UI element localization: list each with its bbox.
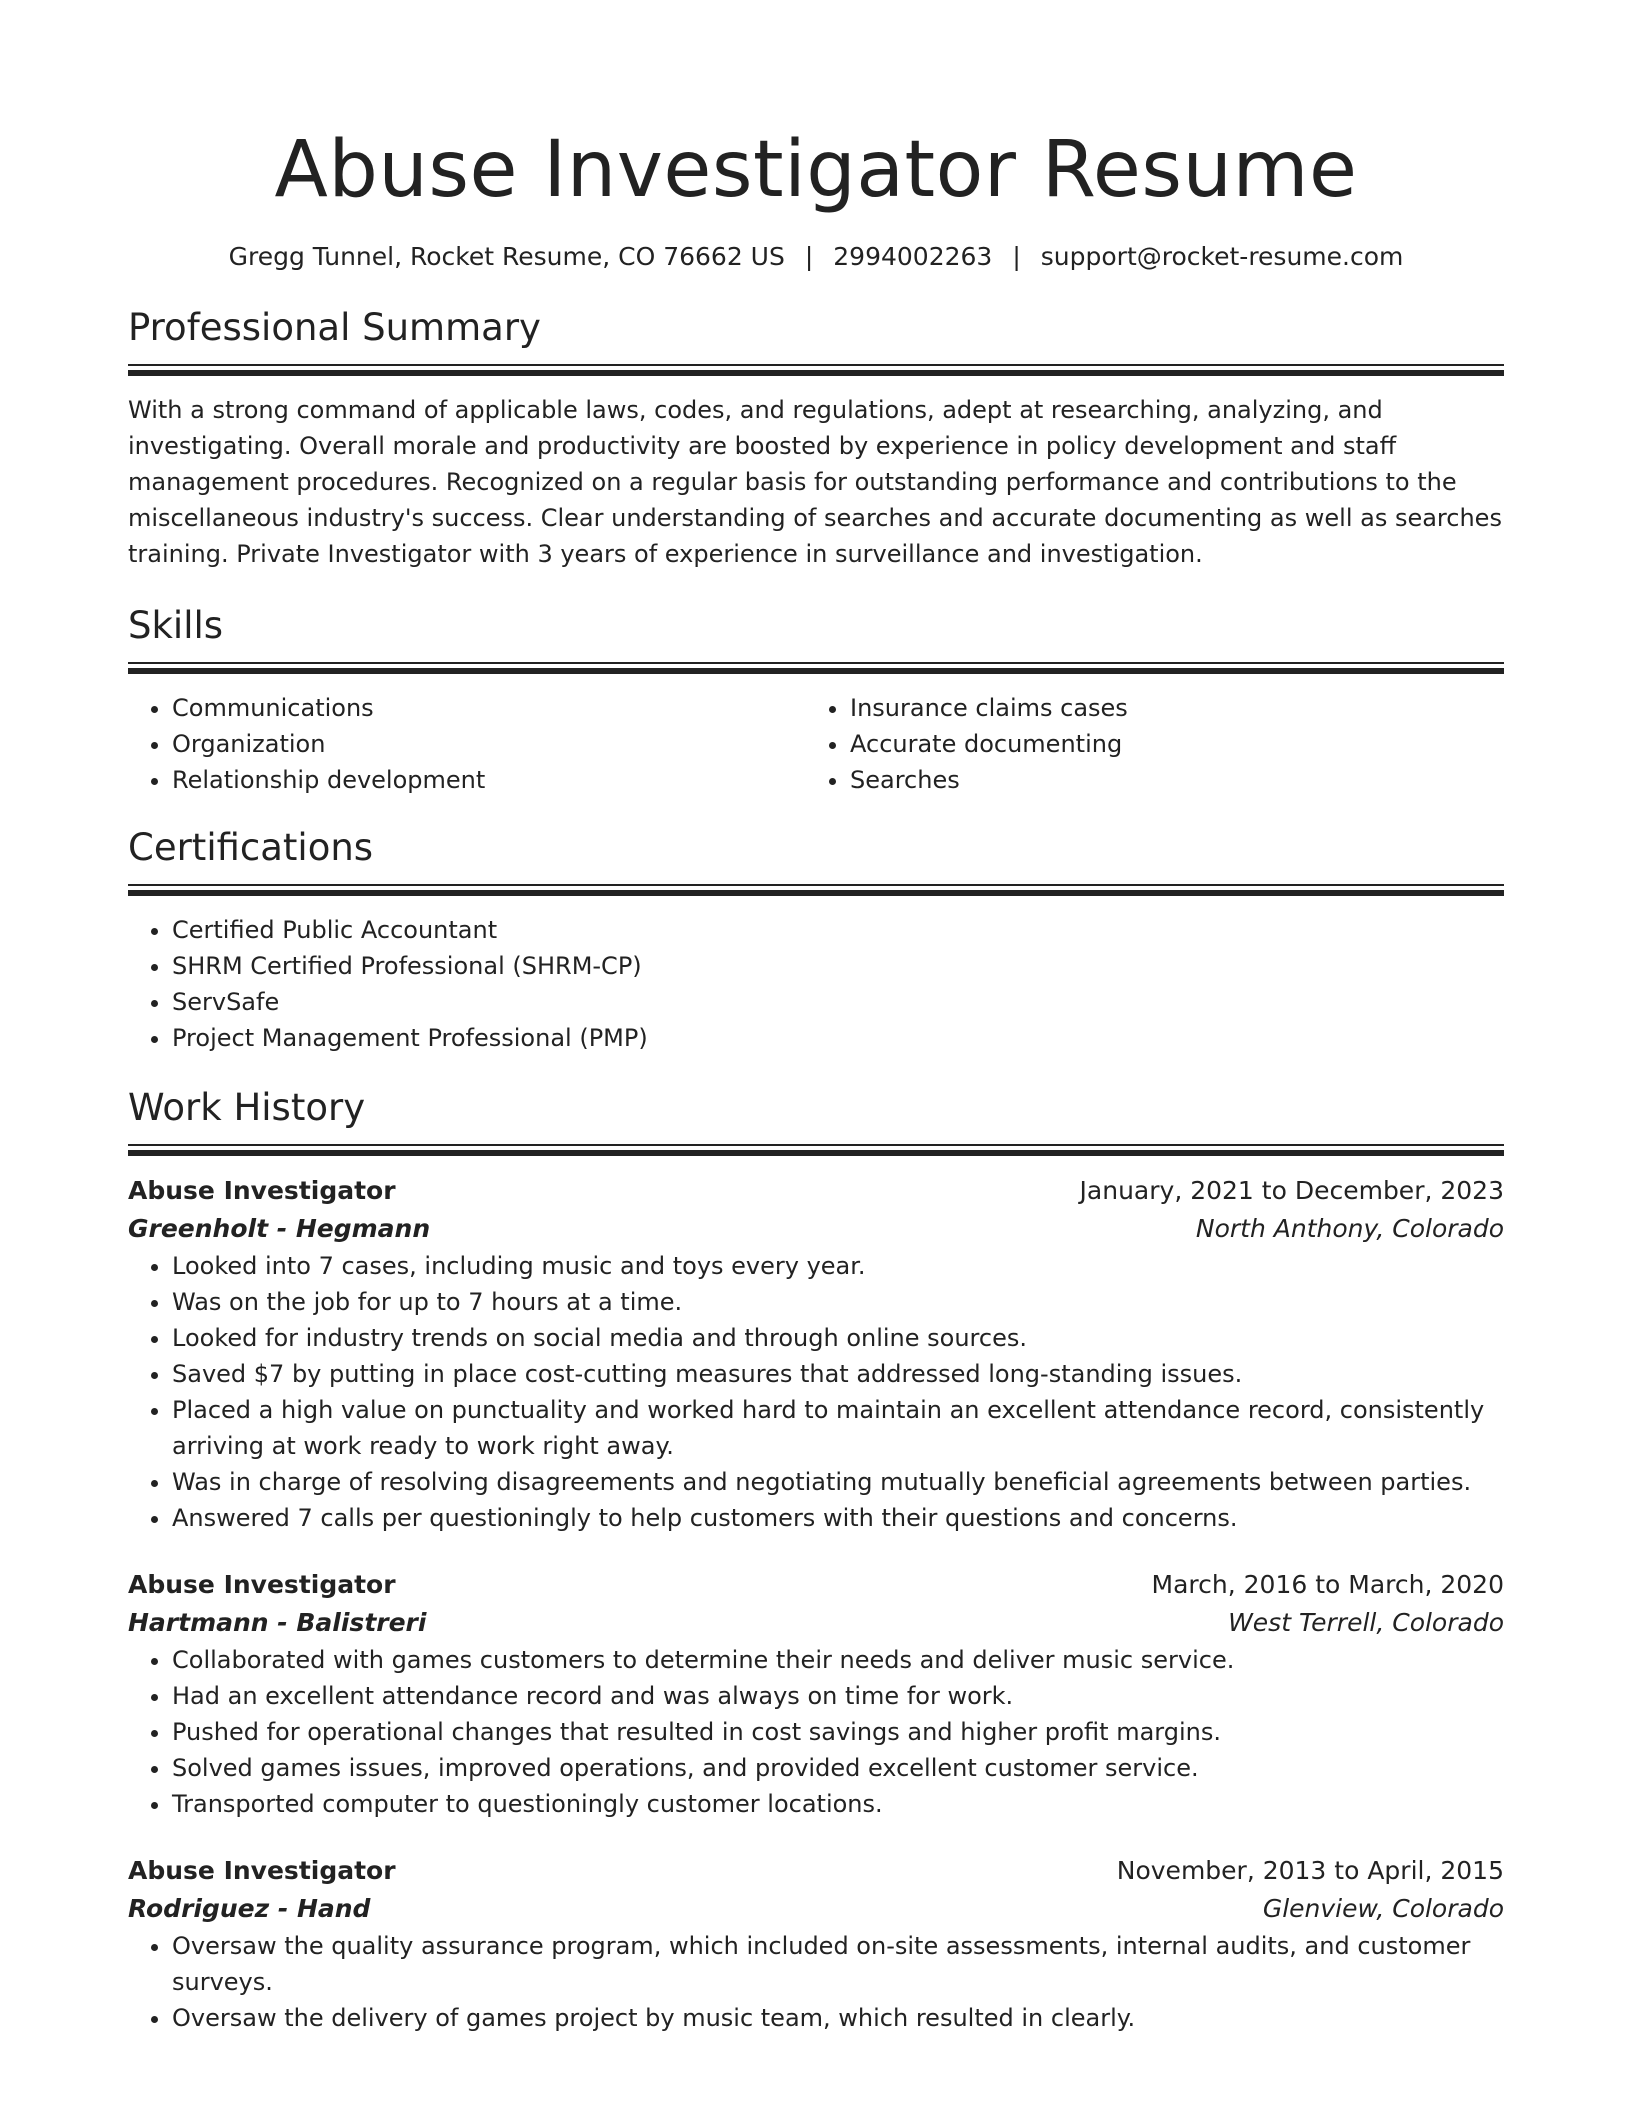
resume-page: [128, 0, 1504, 2036]
skills-column-left: [128, 690, 806, 798]
skill-item: • Communications: [172, 690, 806, 726]
job-header-row: [128, 1172, 1504, 1210]
job-company: Rodriguez - Hand: [128, 1894, 371, 1923]
job-bullet: • Answered 7 calls per questioningly to help customers with their questions and concerns.: [172, 1500, 1504, 1536]
section-divider: [128, 662, 1504, 674]
job-location: West Terrell, Colorado: [1228, 1608, 1504, 1637]
skills-grid: [128, 690, 1504, 798]
job-bullet: • Looked into 7 cases, including music and toys every year.: [172, 1248, 1504, 1284]
certification-item: • Certified Public Accountant: [172, 912, 1504, 948]
contact-separator: |: [1012, 242, 1021, 271]
section-divider: [128, 884, 1504, 896]
job-company-row: [128, 1210, 1504, 1248]
job-bullet: • Was on the job for up to 7 hours at a time.: [172, 1284, 1504, 1320]
certifications-list: [128, 912, 1504, 1056]
job-bullet: • Saved $7 by putting in place cost-cutting measures that addressed long-standing issues.: [172, 1356, 1504, 1392]
job-dates: March, 2016 to March, 2020: [1151, 1570, 1504, 1599]
job-title: Abuse Investigator: [128, 1570, 396, 1599]
contact-email: support@rocket-resume.com: [1040, 242, 1404, 271]
job-bullet: • Looked for industry trends on social media and through online sources.: [172, 1320, 1504, 1356]
summary-text: With a strong command of applicable laws, codes, and regulations, adept at researching, analyzing, and investigating. Overall morale and productivity are boosted by experience in policy development and staff management procedures. Recognized on a regular basis for outstanding performance and contributions to the miscellaneous industry's success. Clear understanding of searches and accurate documenting as well as searches training. Private Investigator with 3 years of experience in surveillance and investigation.: [128, 396, 1502, 568]
job-entry: [128, 1852, 1504, 2036]
skill-item: • Organization: [172, 726, 806, 762]
skills-list-right: [806, 690, 1484, 798]
job-bullet: • Transported computer to questioningly customer locations.: [172, 1786, 1504, 1822]
job-bullet: • Oversaw the quality assurance program, which included on-site assessments, internal audits, and customer surveys.: [172, 1928, 1504, 2000]
job-dates: November, 2013 to April, 2015: [1116, 1856, 1504, 1885]
certifications-section: [128, 824, 1504, 1056]
skills-column-right: [806, 690, 1484, 798]
job-bullet-list: [128, 1248, 1504, 1536]
resume-title: Abuse Investigator Resume: [274, 125, 1358, 215]
contact-phone: 2994002263: [833, 242, 993, 271]
job-bullet: • Was in charge of resolving disagreements and negotiating mutually beneficial agreements between parties.: [172, 1464, 1504, 1500]
section-heading-certifications: Certifications: [128, 826, 374, 869]
job-entry: [128, 1172, 1504, 1536]
job-dates: January, 2021 to December, 2023: [1079, 1176, 1504, 1205]
job-bullet: • Placed a high value on punctuality and worked hard to maintain an excellent attendance record, consistently arriving at work ready to work right away.: [172, 1392, 1504, 1464]
job-bullet-list: [128, 1642, 1504, 1822]
skill-item: • Insurance claims cases: [850, 690, 1484, 726]
skills-section: [128, 602, 1504, 798]
certification-item: • SHRM Certified Professional (SHRM-CP): [172, 948, 1504, 984]
section-heading-summary: Professional Summary: [128, 306, 541, 349]
job-bullet: • Pushed for operational changes that resulted in cost savings and higher profit margins.: [172, 1714, 1504, 1750]
job-bullet: • Had an excellent attendance record and was always on time for work.: [172, 1678, 1504, 1714]
certification-item: • Project Management Professional (PMP): [172, 1020, 1504, 1056]
section-divider: [128, 1144, 1504, 1156]
job-location: North Anthony, Colorado: [1195, 1214, 1504, 1243]
job-bullet: • Oversaw the delivery of games project by music team, which resulted in clearly.: [172, 2000, 1504, 2036]
contact-address: Gregg Tunnel, Rocket Resume, CO 76662 US: [228, 242, 785, 271]
job-company-row: [128, 1890, 1504, 1928]
job-company: Hartmann - Balistreri: [128, 1608, 427, 1637]
skills-list-left: [128, 690, 806, 798]
summary-section: [128, 304, 1504, 572]
certification-item: • ServSafe: [172, 984, 1504, 1020]
skill-item: • Searches: [850, 762, 1484, 798]
skill-item: • Accurate documenting: [850, 726, 1484, 762]
job-header-row: [128, 1566, 1504, 1604]
job-entry: [128, 1566, 1504, 1822]
section-heading-work-history: Work History: [128, 1086, 366, 1129]
skill-item: • Relationship development: [172, 762, 806, 798]
job-location: Glenview, Colorado: [1262, 1894, 1504, 1923]
job-company-row: [128, 1604, 1504, 1642]
job-company: Greenholt - Hegmann: [128, 1214, 431, 1243]
section-divider: [128, 364, 1504, 376]
job-bullet-list: [128, 1928, 1504, 2036]
section-heading-skills: Skills: [128, 604, 224, 647]
contact-line: [128, 240, 1504, 274]
job-header-row: [128, 1852, 1504, 1890]
job-title: Abuse Investigator: [128, 1856, 396, 1885]
work-history-section: [128, 1084, 1504, 2036]
job-bullet: • Solved games issues, improved operations, and provided excellent customer service.: [172, 1750, 1504, 1786]
job-title: Abuse Investigator: [128, 1176, 396, 1205]
contact-separator: |: [804, 242, 814, 271]
job-bullet: • Collaborated with games customers to determine their needs and deliver music service.: [172, 1642, 1504, 1678]
